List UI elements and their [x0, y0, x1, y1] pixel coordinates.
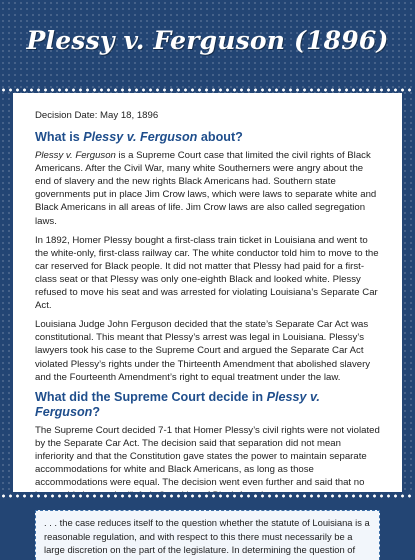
case-name: Plessy v. Ferguson	[35, 150, 116, 162]
paragraph	[35, 149, 380, 228]
heading-text: What did the Supreme Court decide in	[35, 389, 267, 404]
heading-case-name: Plessy v. Ferguson	[35, 389, 320, 419]
section-heading-decision	[35, 390, 380, 420]
heading-case-name: Plessy v. Ferguson	[83, 130, 198, 145]
page-title: Plessy v. Ferguson (1896)	[26, 26, 389, 55]
heading-text: What is	[35, 130, 84, 145]
paragraph: The Supreme Court decided 7-1 that Homer Plessy’s civil rights were not violated by the Separate Car Act. The decision said that separation did not mean inferiority and that the Constitution gave states the power to maintain separate accommodations for white and Black Americans, as long as those accommodations were equal. The decision went even further and said that no	[35, 424, 380, 489]
decision-date: Decision Date: May 18, 1896	[35, 110, 159, 121]
title-banner	[0, 0, 415, 93]
document-card	[13, 93, 402, 555]
section-heading-about	[35, 130, 380, 145]
heading-text: about?	[197, 130, 243, 145]
dotted-footer	[0, 492, 415, 500]
paragraph-text: is a Supreme Court case that limited the civil rights of Black Americans. After the Civil War, many white Southerners were angry about the end of slavery and the new rights Black Americans had. Southern state governments put in place Jim Crow laws, which were laws to separate white and Black Americans in all areas of life. Jim Crow laws are also called segregation laws.	[35, 150, 377, 227]
paragraph: In 1892, Homer Plessy bought a first-class train ticket in Louisiana and went to the white-only, first-class railway car. The white conductor told him to move to the car reserved for Black people. It did not matter that Plessy had paid for a first-class seat or that Plessy was only one-eighth Black and looked white. Plessy refused to move his seat and was arrested for violating Louisiana’s Separate Car Act.	[35, 234, 379, 312]
block-quote: . . . the case reduces itself to the question whether the statute of Louisiana is a reasonable regulation, and with respect to this there must necessarily be a large discretion on the part of the legislature. In determining the question of	[35, 510, 380, 560]
heading-text: ?	[92, 404, 101, 419]
paragraph: Louisiana Judge John Ferguson decided that the state’s Separate Car Act was constitutional. This meant that Plessy’s arrest was legal in Louisiana. Plessy’s lawyers took his case to the Supreme Court and argued the Separate Car Act violated Plessy’s rights under the Thirteenth Amendment that abolished slavery and the Fourteenth Amendment’s right to equal treatment under the law.	[35, 319, 371, 383]
